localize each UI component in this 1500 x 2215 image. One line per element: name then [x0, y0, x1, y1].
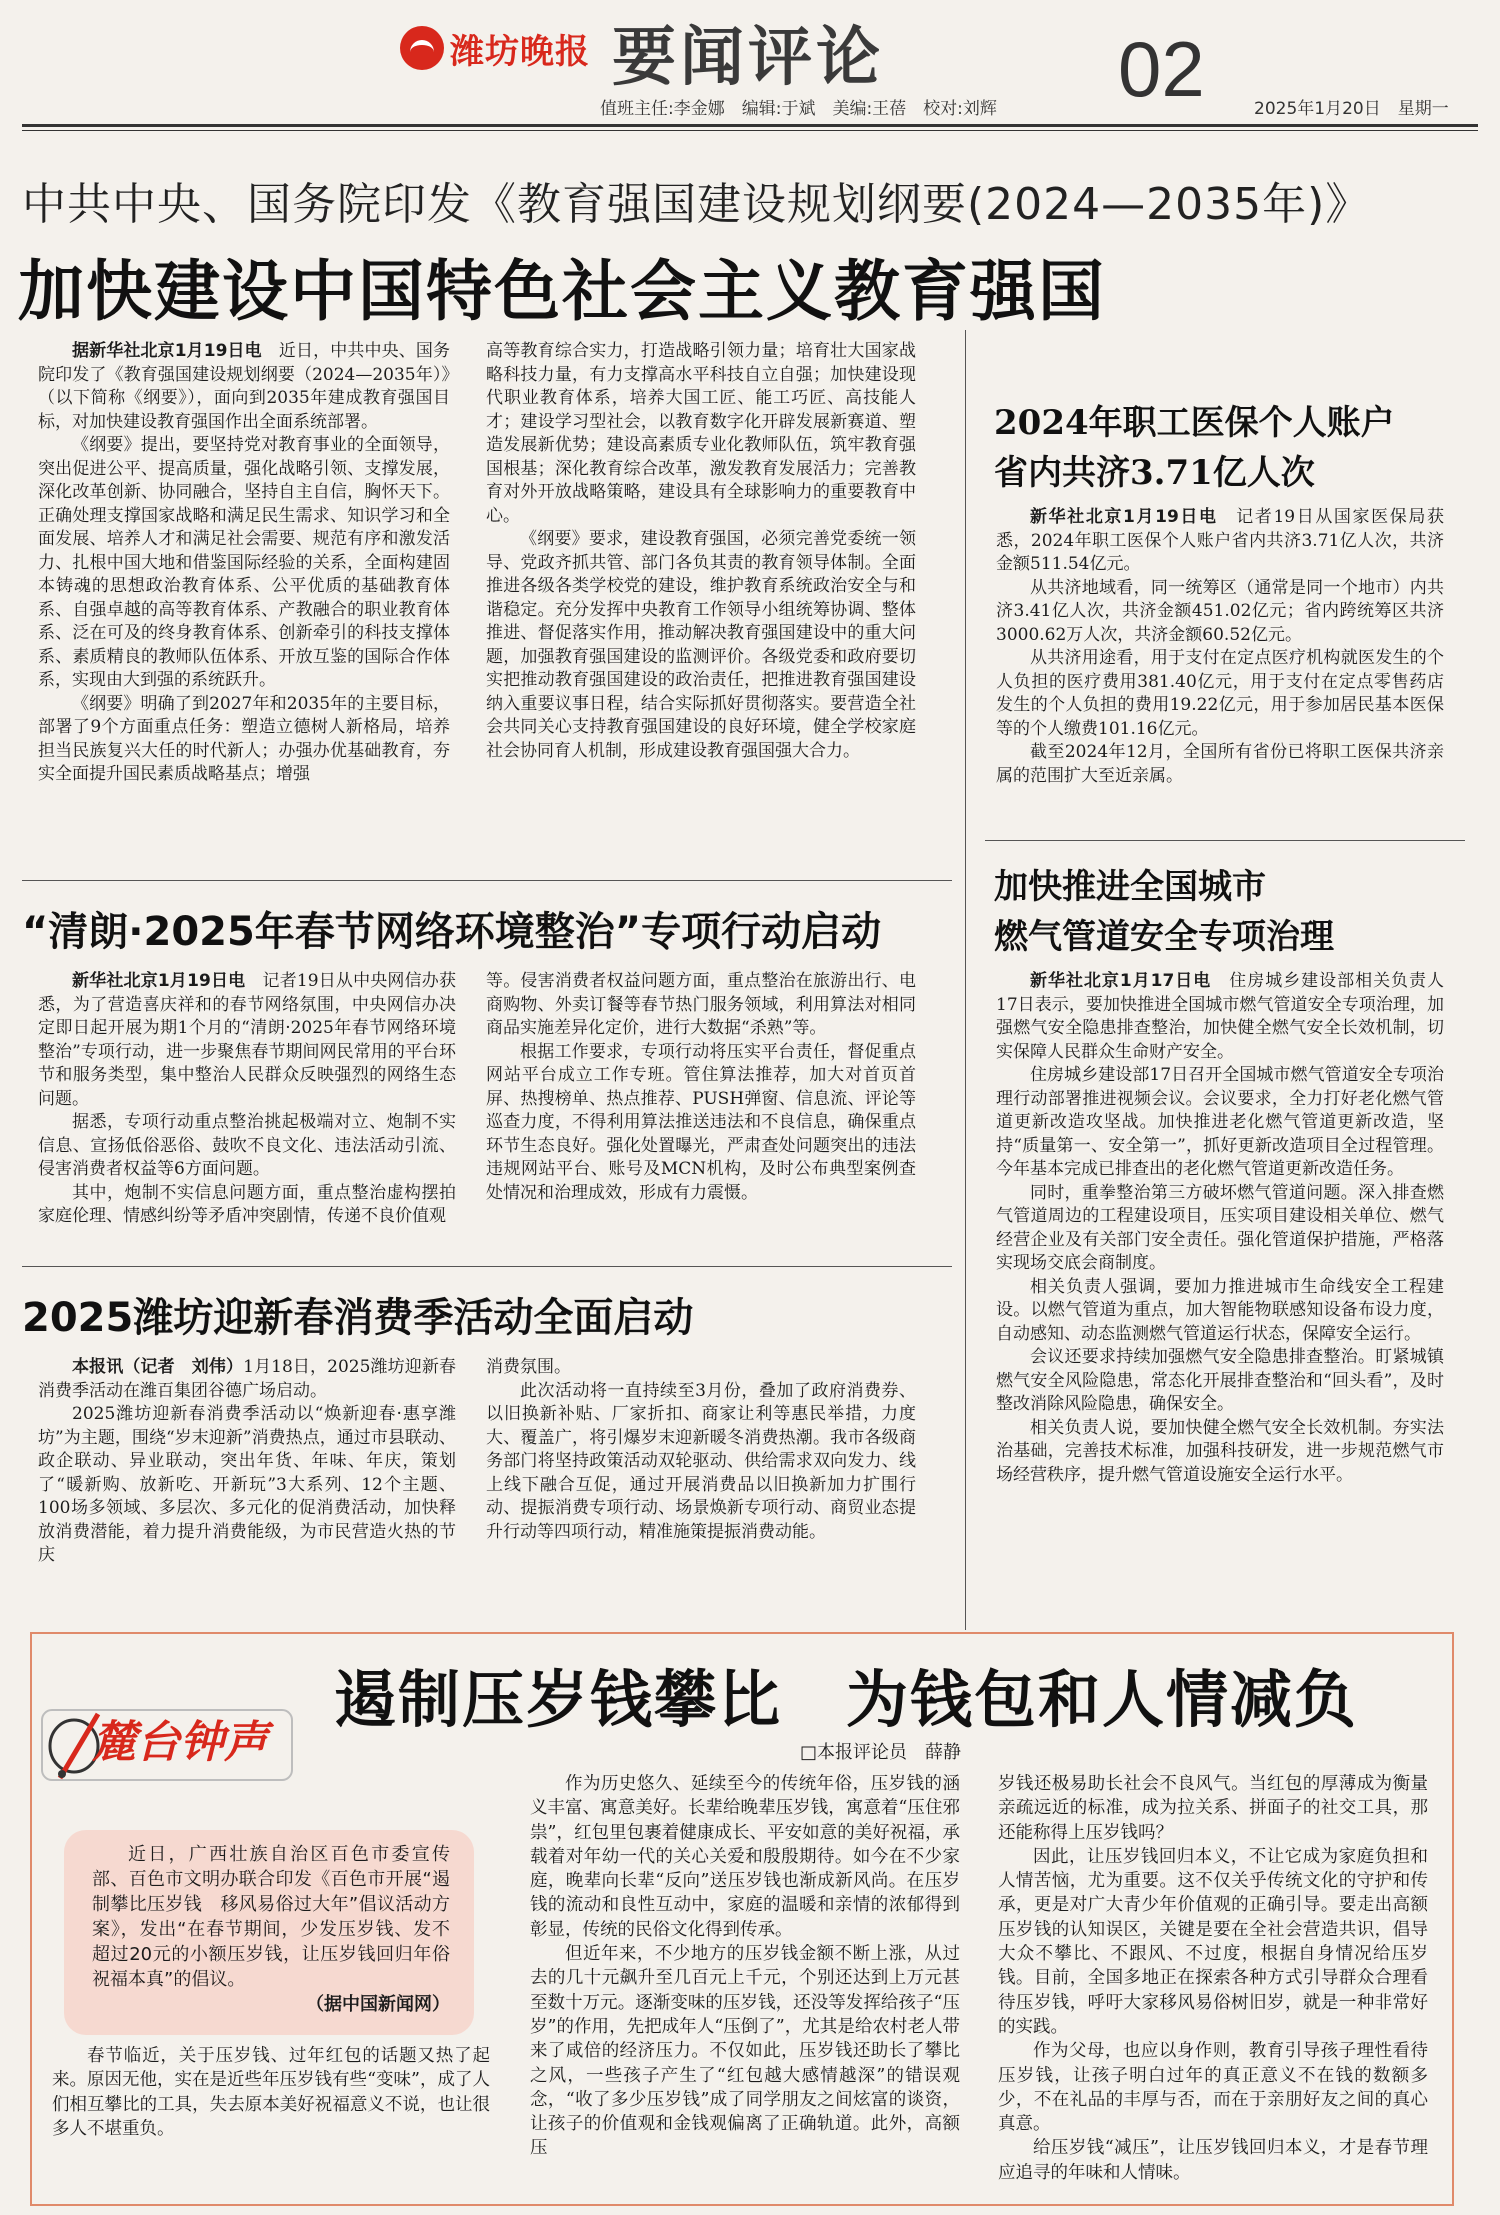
commentary-paragraph: 因此，让压岁钱回归本义，不让它成为家庭负担和人情苦恼，尤为重要。这不仅关乎传统文化的守护和传承，更是对广大青少年价值观的正确引导。要走出高额压岁钱的认知误区，关键是要在全社会营造共识，倡导大众不攀比、不跟风、不过度，根据自身情况给压岁钱。目前，全国多地正在探索各种方式引导群众合理看待压岁钱，呼吁大家移风易俗树旧岁，就是一种非常好的实践。: [998, 1846, 1428, 2037]
lead-paragraph: 高等教育综合实力，打造战略引领力量；培育壮大国家战略科技力量，有力支撑高水平科技自立自强；加快建设现代职业教育体系，培养大国工匠、能工巧匠、高技能人才；建设学习型社会，以教育数字化开辟发展新赛道、塑造发展新优势；建设高素质专业化教师队伍，筑牢教育强国根基；深化教育综合改革，激发教育发展活力；完善教育对外开放战略策略，建设具有全球影响力的重要教育中心。: [486, 341, 916, 526]
side1-paragraph: 记者19日从国家医保局获悉，2024年职工医保个人账户省内共济3.71亿人次，共济金额511.54亿元。: [996, 507, 1444, 574]
quote-source: （据中国新闻网）: [306, 1994, 450, 2015]
commentary-column-3: [998, 1772, 1428, 2185]
side1-headline: [994, 398, 1464, 498]
side1-paragraph: 截至2024年12月，全国所有省份已将职工医保共济亲属的范围扩大至近亲属。: [996, 742, 1444, 786]
story2-paragraph: 等。侵害消费者权益问题方面，重点整治在旅游出行、电商购物、外卖订餐等春节热门服务领域，利用算法对相同商品实施差异化定价，进行大数据“杀熟”等。: [486, 971, 916, 1038]
story-divider: [22, 880, 952, 881]
commentary-column-1: [52, 2044, 490, 2141]
paper-logo: [400, 22, 610, 74]
side2-paragraph: 会议还要求持续加强燃气安全隐患排查整治。盯紧城镇燃气安全风险隐患，常态化开展排查整治和“回头看”，及时整改消除风险隐患，确保安全。: [996, 1347, 1444, 1414]
story3-column-2: [486, 1356, 916, 1544]
commentary-column-2: [530, 1772, 960, 2161]
side1-dateline: 新华社北京1月19日电: [1030, 507, 1218, 527]
section-title: 要闻评论: [612, 21, 884, 95]
story2-paragraph: 其中，炮制不实信息问题方面，重点整治虚构摆拍家庭伦理、情感纠纷等矛盾冲突剧情，传递不良价值观: [38, 1182, 456, 1226]
paper-logo-icon: [400, 26, 444, 70]
paper-name: 潍坊晚报: [450, 31, 590, 72]
story2-paragraph: 据悉，专项行动重点整治挑起极端对立、炮制不实信息、宣扬低俗恶俗、鼓吹不良文化、违法活动引流、侵害消费者权益等6方面问题。: [38, 1112, 456, 1179]
lead-paragraph: 近日，中共中央、国务院印发了《教育强国建设规划纲要（2024—2035年）》（以下简称《纲要》），面向到2035年建成教育强国目标，对加快建设教育强国作出全面系统部署。: [38, 341, 450, 432]
story2-paragraph: 记者19日从中央网信办获悉，为了营造喜庆祥和的春节网络氛围，中央网信办决定即日起开展为期1个月的“清朗·2025年春节网络环境整治”专项行动，进一步聚焦春节期间网民常用的平台环节和服务类型，集中整治人民群众反映强烈的网络生态问题。: [38, 971, 456, 1109]
side1-headline-line: 省内共济3.71亿人次: [994, 453, 1315, 493]
side2-paragraph: 住房城乡建设部17日召开全国城市燃气管道安全专项治理行动部署推进视频会议。会议要求，全力打好老化燃气管道更新改造攻坚战。加快推进老化燃气管道更新改造，坚持“质量第一、安全第一”，抓好更新改造项目全过程管理。今年基本完成已排查出的老化燃气管道更新改造任务。: [996, 1065, 1444, 1179]
commentary-paragraph: 给压岁钱“减压”，让压岁钱回归本义，才是春节理应追寻的年味和人情味。: [998, 2138, 1428, 2183]
side2-headline-line: 燃气管道安全专项治理: [994, 917, 1334, 957]
side2-paragraph: 同时，重拳整治第三方破坏燃气管道问题。深入排查燃气管道周边的工程建设项目，压实项目建设相关单位、燃气经营企业及有关部门安全责任。强化管道保护措施，严格落实现场交底会商制度。: [996, 1182, 1444, 1273]
story3-column-1: [38, 1356, 456, 1568]
lead-dateline: 据新华社北京1月19日电: [72, 341, 262, 361]
side1-body: [996, 506, 1444, 788]
masthead-rule-thin: [22, 130, 1478, 131]
issue-date: 2025年1月20日 星期一: [1254, 99, 1449, 119]
story3-dateline: 本报讯（记者 刘伟）: [72, 1357, 244, 1377]
quote-text: 近日，广西壮族自治区百色市委宣传部、百色市文明办联合印发《百色市开展“遏制攀比压岁钱 移风易俗过大年”倡议活动方案》，发出“在春节期间，少发压岁钱、发不超过20元的小额压岁钱，让压岁钱回归年俗祝福本真”的倡议。: [92, 1844, 450, 1990]
side-divider: [985, 840, 1465, 841]
story3-headline: 2025潍坊迎新春消费季活动全面启动: [22, 1295, 694, 1341]
commentary-paragraph: 春节临近，关于压岁钱、过年红包的话题又热了起来。原因无他，实在是近些年压岁钱有些“变味”，成了人们相互攀比的工具，失去原本美好祝福意义不说，也让很多人不堪重负。: [52, 2046, 490, 2139]
story-divider: [22, 1266, 952, 1267]
masthead-rule: [22, 124, 1478, 127]
story3-paragraph: 1月18日，2025潍坊迎新春消费季活动在潍百集团谷德广场启动。: [38, 1357, 456, 1401]
story2-column-2: [486, 970, 916, 1205]
lead-column-2: [486, 340, 916, 763]
story2-column-1: [38, 970, 456, 1229]
commentary-paragraph: 但近年来，不少地方的压岁钱金额不断上涨，从过去的几十元飙升至几百元上千元，个别还达到上万元甚至数十万元。逐渐变味的压岁钱，还没等发挥给孩子“压岁”的作用，先把成年人“压倒了”，尤其是给农村老人带来了咸倍的经济压力。不仅如此，压岁钱还助长了攀比之风，一些孩子产生了“红包越大感情越深”的错误观念，“收了多少压岁钱”成了同学朋友之间炫富的谈资，让孩子的价值观和金钱观偏离了正确轨道。此外，高额压: [530, 1944, 960, 2159]
pen-icon: [50, 1714, 98, 1778]
side2-dateline: 新华社北京1月17日电: [1030, 971, 1212, 991]
commentary-byline: □本报评论员 薛静: [800, 1742, 962, 1763]
staff-line: 值班主任:李金娜 编辑:于斌 美编:王蓓 校对:刘辉: [600, 99, 997, 119]
story3-paragraph: 2025潍坊迎新春消费季活动以“焕新迎春·惠享潍坊”为主题，围绕“岁末迎新”消费热点，通过市县联动、政企联动、异业联动，突出年货、年味、年庆，策划了“暖新购、放新吃、开新玩”3大系列、12个主题、100场多领域、多层次、多元化的促消费活动，加快释放消费潜能，着力提升消费能级，为市民营造火热的节庆: [38, 1404, 456, 1565]
lead-kicker: 中共中央、国务院印发《教育强国建设规划纲要(2024—2035年)》: [22, 179, 1371, 230]
story2-headline: “清朗·2025年春节网络环境整治”专项行动启动: [22, 909, 882, 955]
lead-paragraph: 《纲要》明确了到2027年和2035年的主要目标，部署了9个方面重点任务：塑造立德树人新格局，培养担当民族复兴大任的时代新人；办强办优基础教育，夯实全面提升国民素质战略基点；增强: [38, 693, 450, 784]
lead-paragraph: 《纲要》要求，建设教育强国，必须完善党委统一领导、党政齐抓共管、部门各负其责的教育领导体制。全面推进各级各类学校党的建设，维护教育系统政治安全与和谐稳定。充分发挥中央教育工作领导小组统筹协调、整体推进、督促落实作用，推动解决教育强国建设中的重大问题，加强教育强国建设的监测评价。各级党委和政府要切实把推动教育强国建设的政治责任，把推进教育强国建设纳入重要议事日程，结合实际抓好贯彻落实。要营造全社会共同关心支持教育强国建设的良好环境，健全学校家庭社会协同育人机制，形成建设教育强国强大合力。: [486, 529, 916, 761]
page-number: 02: [1118, 25, 1205, 113]
column-name: 麓台钟声: [92, 1717, 268, 1768]
side1-paragraph: 从共济用途看，用于支付在定点医疗机构就医发生的个人负担的医疗费用381.40亿元，用于支付在定点零售药店发生的个人负担的费用19.22亿元，用于参加居民基本医保等的个人缴费101.16亿元。: [996, 648, 1444, 739]
lead-column-1: [38, 340, 450, 787]
story3-paragraph: 此次活动将一直持续至3月份，叠加了政府消费券、以旧换新补贴、厂家折扣、商家让利等惠民举措，力度大、覆盖广，将引爆岁末迎新暖冬消费热潮。我市各级商务部门将坚持政策活动双轮驱动、供给需求双向发力、线上线下融合互促，通过开展消费品以旧换新加力扩围行动、提振消费专项行动、场景焕新专项行动、商贸业态提升行动等四项行动，精准施策提振消费动能。: [486, 1380, 916, 1542]
commentary-paragraph: 作为父母，也应以身作则，教育引导孩子理性看待压岁钱，让孩子明白过年的真正意义不在钱的数额多少，不在礼品的丰厚与否，而在于亲朋好友之间的真心真意。: [998, 2041, 1428, 2135]
lead-headline: 加快建设中国特色社会主义教育强国: [18, 253, 1106, 330]
story2-dateline: 新华社北京1月19日电: [72, 971, 246, 991]
column-divider: [965, 330, 966, 1630]
commentary-headline: 遏制压岁钱攀比 为钱包和人情减负: [334, 1663, 1359, 1736]
commentary-paragraph: 作为历史悠久、延续至今的传统年俗，压岁钱的涵义丰富、寓意美好。长辈给晚辈压岁钱，寓意着“压住邪祟”，红包里包裹着健康成长、平安如意的美好祝福，承载着对年幼一代的关心关爱和殷殷期待。如今在不少家庭，晚辈向长辈“反向”送压岁钱也渐成新风尚。在压岁钱的流动和良性互动中，家庭的温暖和亲情的浓郁得到彰显，传统的民俗文化得到传承。: [530, 1774, 960, 1940]
lead-paragraph: 《纲要》提出，要坚持党对教育事业的全面领导，突出促进公平、提高质量，强化战略引领、支撑发展，深化改革创新、协同融合，坚持自主自信，胸怀天下。正确处理支撑国家战略和满足民生需求、知识学习和全面发展、培养人才和满足社会需要、规范有序和激发活力、扎根中国大地和借鉴国际经验的关系，全面构建固本铸魂的思想政治教育体系、公平优质的基础教育体系、自强卓越的高等教育体系、产教融合的职业教育体系、泛在可及的终身教育体系、创新牵引的科技支撑体系、素质精良的教师队伍体系、开放互鉴的国际合作体系，实现由大到强的系统跃升。: [38, 435, 450, 690]
story3-paragraph: 消费氛围。: [486, 1357, 571, 1377]
story2-paragraph: 根据工作要求，专项行动将压实平台责任，督促重点网站平台成立工作专班。管住算法推荐，加大对首页首屏、热搜榜单、热点推荐、PUSH弹窗、信息流、评论等巡查力度，不得利用算法推送违法和不良信息，确保重点环节生态良好。强化处置曝光，严肃查处问题突出的违法违规网站平台、账号及MCN机构，及时公布典型案例查处情况和治理成效，形成有力震慑。: [486, 1041, 916, 1203]
side1-headline-line: 2024年职工医保个人账户: [994, 403, 1395, 443]
side2-paragraph: 住房城乡建设部相关负责人17日表示，要加快推进全国城市燃气管道安全专项治理，加强燃气安全隐患排查整治，加快健全燃气安全长效机制，切实保障人民群众生命财产安全。: [996, 971, 1444, 1062]
side2-headline-line: 加快推进全国城市: [994, 867, 1266, 907]
commentary-paragraph: 岁钱还极易助长社会不良风气。当红包的厚薄成为衡量亲疏远近的标准，成为拉关系、拼面子的社交工具，那还能称得上压岁钱吗？: [998, 1774, 1428, 1843]
side2-headline: [994, 862, 1464, 962]
side2-body: [996, 970, 1444, 1487]
side1-paragraph: 从共济地域看，同一统筹区（通常是同一个地市）内共济3.41亿人次，共济金额451.02亿元；省内跨统筹区共济3000.62万人次，共济金额60.52亿元。: [996, 577, 1444, 645]
side2-paragraph: 相关负责人强调，要加力推进城市生命线安全工程建设。以燃气管道为重点，加大智能物联感知设备布设力度，自动感知、动态监测燃气管道运行状态，保障安全运行。: [996, 1276, 1444, 1344]
quote-box: [64, 1830, 474, 2035]
side2-paragraph: 相关负责人说，要加快健全燃气安全长效机制。夯实法治基础，完善技术标准，加强科技研发，进一步规范燃气市场经营秩序，提升燃气管道设施安全运行水平。: [996, 1417, 1444, 1485]
